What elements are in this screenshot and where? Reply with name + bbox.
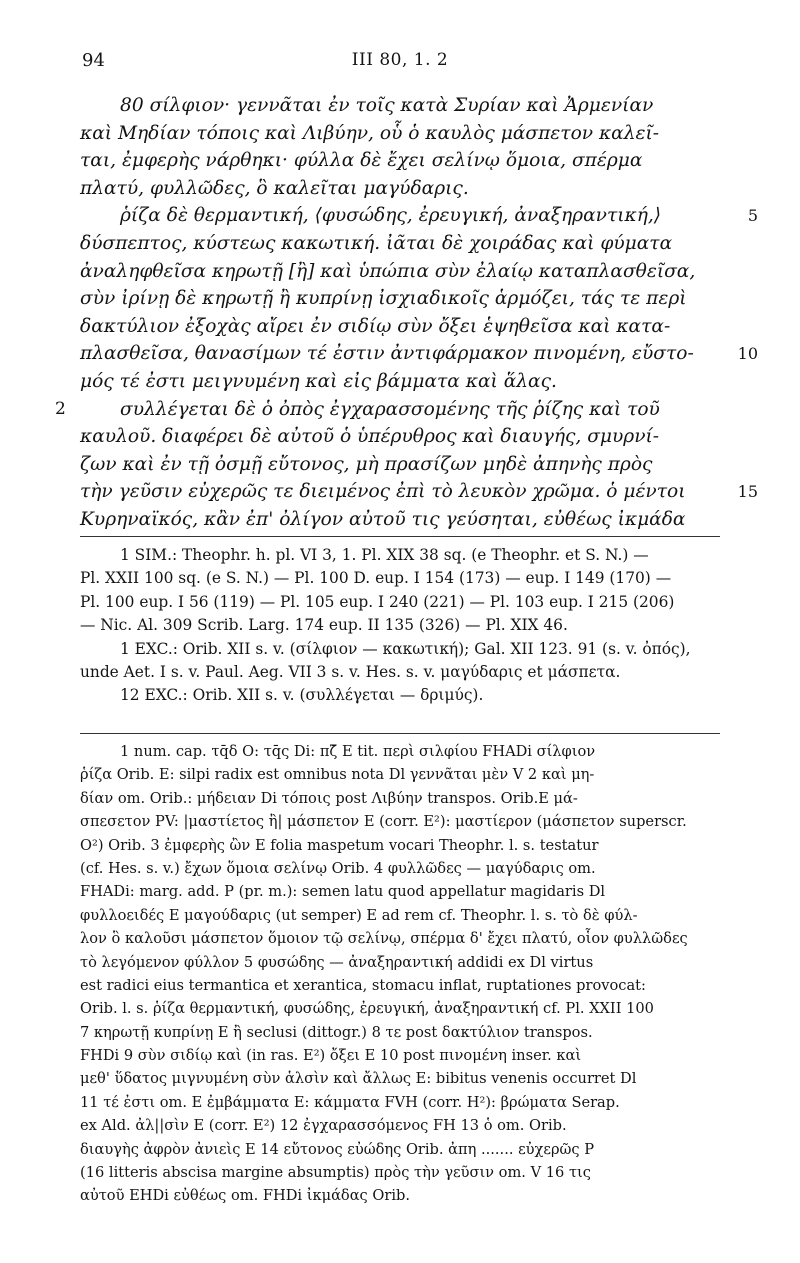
- apparatus-line: 11 τέ ἐστι om. E ἐμβάμματα E: κάμματα FVH (corr. H²): βρώματα Serap.: [80, 1093, 620, 1111]
- testimonia-line: 1 EXC.: Orib. XII s. v. (σίλφιον — κακωτική); Gal. XII 123. 91 (s. v. ὀπός),: [120, 639, 691, 658]
- apparatus-line: αὐτοῦ EHDi εὐθέως om. FHDi ἰκμάδας Orib.: [80, 1187, 410, 1205]
- text-line-content: πλασθεῖσα, θανασίμων τέ ἐστιν ἀντιφάρμακον πινομένη, εὔστο-: [80, 343, 694, 365]
- text-line-content: Κυρηναϊκός, κἂν ἐπ' ὀλίγον αὐτοῦ τις γεύσηται, εὐθέως ἰκμάδα: [80, 508, 686, 530]
- testimonia-line: unde Aet. I s. v. Paul. Aeg. VII 3 s. v. Hes. s. v. μαγύδαρις et μάσπετα.: [80, 662, 621, 681]
- text-line: [80, 506, 720, 534]
- line-number: 15: [737, 482, 758, 502]
- testimonia-line: 12 EXC.: Orib. XII s. v. (συλλέγεται — δριμύς).: [120, 686, 484, 705]
- testimonia-line: Pl. XXII 100 sq. (e S. N.) — Pl. 100 D. eup. I 154 (173) — eup. I 149 (170) —: [80, 569, 672, 588]
- divider-testimonia: [80, 536, 720, 537]
- apparatus-line: δίαν om. Orib.: μήδειαν Di τόποις post Λιβύην transpos. Orib.E μά-: [80, 789, 578, 807]
- apparatus-line: (cf. Hes. s. v.) ἔχων ὅμοια σελίνῳ Orib. 4 φυλλῶδες — μαγύδαρις om.: [80, 859, 596, 877]
- text-line-content: μός τέ ἐστι μειγνυμένη καὶ εἰς βάμματα καὶ ἅλας.: [80, 370, 557, 392]
- text-line: [55, 396, 720, 424]
- text-line-content: ζων καὶ ἐν τῇ ὀσμῇ εὔτονος, μὴ πρασίζων μηδὲ ἀπηνὴς πρὸς: [80, 453, 653, 475]
- apparatus-line: σπεσετον PV: |μαστίετος ἢ| μάσπετον E (corr. E²): μαστίερον (μάσπετον superscr.: [80, 813, 687, 831]
- text-line: [80, 147, 720, 175]
- text-line-content: δύσπεπτος, κύστεως κακωτική. ἰᾶται δὲ χοιράδας καὶ φύματα: [80, 232, 673, 254]
- apparatus-line: FHADi: marg. add. P (pr. m.): semen latu quod appellatur magidaris Dl: [80, 883, 606, 901]
- apparatus-line: λον ὃ καλοῦσι μάσπετον ὅμοιον τῷ σελίνῳ, σπέρμα δ' ἔχει πλατύ, οἷον φυλλῶδες: [80, 930, 688, 948]
- text-line-content: καυλοῦ. διαφέρει δὲ αὐτοῦ ὁ ὑπέρυθρος καὶ διαυγής, σμυρνί-: [80, 426, 660, 448]
- text-line: [80, 285, 720, 313]
- text-line-content: ται, ἐμφερὴς νάρθηκι· φύλλα δὲ ἔχει σελίνῳ ὅμοια, σπέρμα: [80, 150, 643, 172]
- testimonia-line: — Nic. Al. 309 Scrib. Larg. 174 eup. II 135 (326) — Pl. XIX 46.: [80, 616, 568, 635]
- running-head: III 80, 1. 2: [351, 50, 449, 70]
- text-line-content: ῥίζα δὲ θερμαντική, ⟨φυσώδης, ἐρευγική, ἀναξηραντική,⟩: [120, 205, 662, 227]
- apparatus-line: ex Ald. ἀλ||σὶν E (corr. E²) 12 ἐγχαρασσόμενος FH 13 ὁ om. Orib.: [80, 1117, 567, 1135]
- main-text: [55, 92, 758, 534]
- text-line: [80, 451, 720, 479]
- testimonia-line: 1 SIM.: Theophr. h. pl. VI 3, 1. Pl. XIX 38 sq. (e Theophr. et S. N.) —: [120, 546, 649, 564]
- text-line-content: ἀναληφθεῖσα κηρωτῇ [ἢ] καὶ ὑπώπια σὺν ἐλαίῳ καταπλασθεῖσα,: [80, 260, 696, 282]
- text-line-content: συλλέγεται δὲ ὁ ὀπὸς ἐγχαρασσομένης τῆς ῥίζης καὶ τοῦ: [120, 398, 660, 420]
- apparatus-line: τὸ λεγόμενον φύλλον 5 φυσώδης — ἀναξηραντική addidi ex Dl virtus: [80, 953, 594, 971]
- text-line: [80, 175, 720, 203]
- text-line: [80, 478, 758, 506]
- text-line-content: τὴν γεῦσιν εὐχερῶς τε διειμένος ἐπὶ τὸ λευκὸν χρῶμα. ὁ μέντοι: [80, 481, 686, 503]
- text-line-content: δακτύλιον ἐξοχὰς αἴρει ἐν σιδίῳ σὺν ὄξει ἑψηθεῖσα καὶ κατα-: [80, 315, 671, 337]
- apparatus-line: διαυγὴς ἀφρὸν ἀνιεὶς E 14 εὔτονος εὐώδης Orib. ἀπη ....... εὐχερῶς P: [80, 1140, 595, 1158]
- text-line: [80, 423, 720, 451]
- testimonia-block: [80, 544, 720, 708]
- apparatus-line: FHDi 9 σὺν σιδίῳ καὶ (in ras. E²) ὄξει E 10 post πινομένη inser. καὶ: [80, 1047, 582, 1065]
- apparatus-line: φυλλοειδές E μαγούδαρις (ut semper) E ad rem cf. Theophr. l. s. τὸ δὲ φύλ-: [80, 906, 638, 924]
- apparatus-line: Orib. l. s. ῥίζα θερμαντική, φυσώδης, ἐρευγική, ἀναξηραντική cf. Pl. XXII 100: [80, 1000, 654, 1018]
- apparatus-line: 7 κηρωτῇ κυπρίνῃ E ἢ seclusi (dittogr.) 8 τε post δακτύλιον transpos.: [80, 1023, 593, 1041]
- text-line: [80, 258, 720, 286]
- section-marker: 2: [55, 398, 66, 419]
- apparatus-line: μεθ' ὕδατος μιγνυμένη σὺν ἁλσὶν καὶ ἄλλως E: bibitus venenis occurret Dl: [80, 1070, 637, 1088]
- text-line: [80, 92, 720, 120]
- line-number: 5: [747, 206, 758, 226]
- apparatus-line: est radici eius termantica et xerantica, stomacu inflat, ruptationes provocat:: [80, 976, 646, 994]
- apparatus-criticus: [80, 740, 720, 1208]
- divider-apparatus: [80, 733, 720, 734]
- text-line: [80, 340, 758, 368]
- text-line: [80, 313, 720, 341]
- apparatus-line: O²) Orib. 3 ἐμφερὴς ὢν E folia maspetum vocari Theophr. l. s. testatur: [80, 836, 599, 854]
- text-line-content: σὺν ἰρίνῃ δὲ κηρωτῇ ἢ κυπρίνῃ ἰσχιαδικοῖς ἁρμόζει, τάς τε περὶ: [80, 288, 687, 310]
- line-number: 10: [737, 344, 758, 364]
- apparatus-line: 1 num. cap. τq̄δ O: τq̄ς Di: πζ̄ E tit. περὶ σιλφίου FHADi σίλφιον: [120, 743, 596, 760]
- page-number: 94: [82, 50, 105, 71]
- text-line: [80, 120, 720, 148]
- page-header: [82, 50, 718, 76]
- apparatus-line: ῥίζα Orib. E: silpi radix est omnibus nota Dl γεννᾶται μὲν V 2 καὶ μη-: [80, 766, 595, 784]
- text-line-content: καὶ Μηδίαν τόποις καὶ Λιβύην, οὗ ὁ καυλὸς μάσπετον καλεῖ-: [80, 122, 660, 144]
- text-line-content: πλατύ, φυλλῶδες, ὃ καλεῖται μαγύδαρις.: [80, 177, 469, 199]
- apparatus-line: (16 litteris abscisa margine absumptis) πρὸς τὴν γεῦσιν om. V 16 τις: [80, 1164, 591, 1182]
- text-line: [80, 202, 758, 230]
- testimonia-line: Pl. 100 eup. I 56 (119) — Pl. 105 eup. I 240 (221) — Pl. 103 eup. I 215 (206): [80, 592, 675, 611]
- text-line: [80, 230, 720, 258]
- text-line-content: 80 σίλφιον· γεννᾶται ἐν τοῖς κατὰ Συρίαν καὶ Ἀρμενίαν: [120, 95, 654, 116]
- text-line: [80, 368, 720, 396]
